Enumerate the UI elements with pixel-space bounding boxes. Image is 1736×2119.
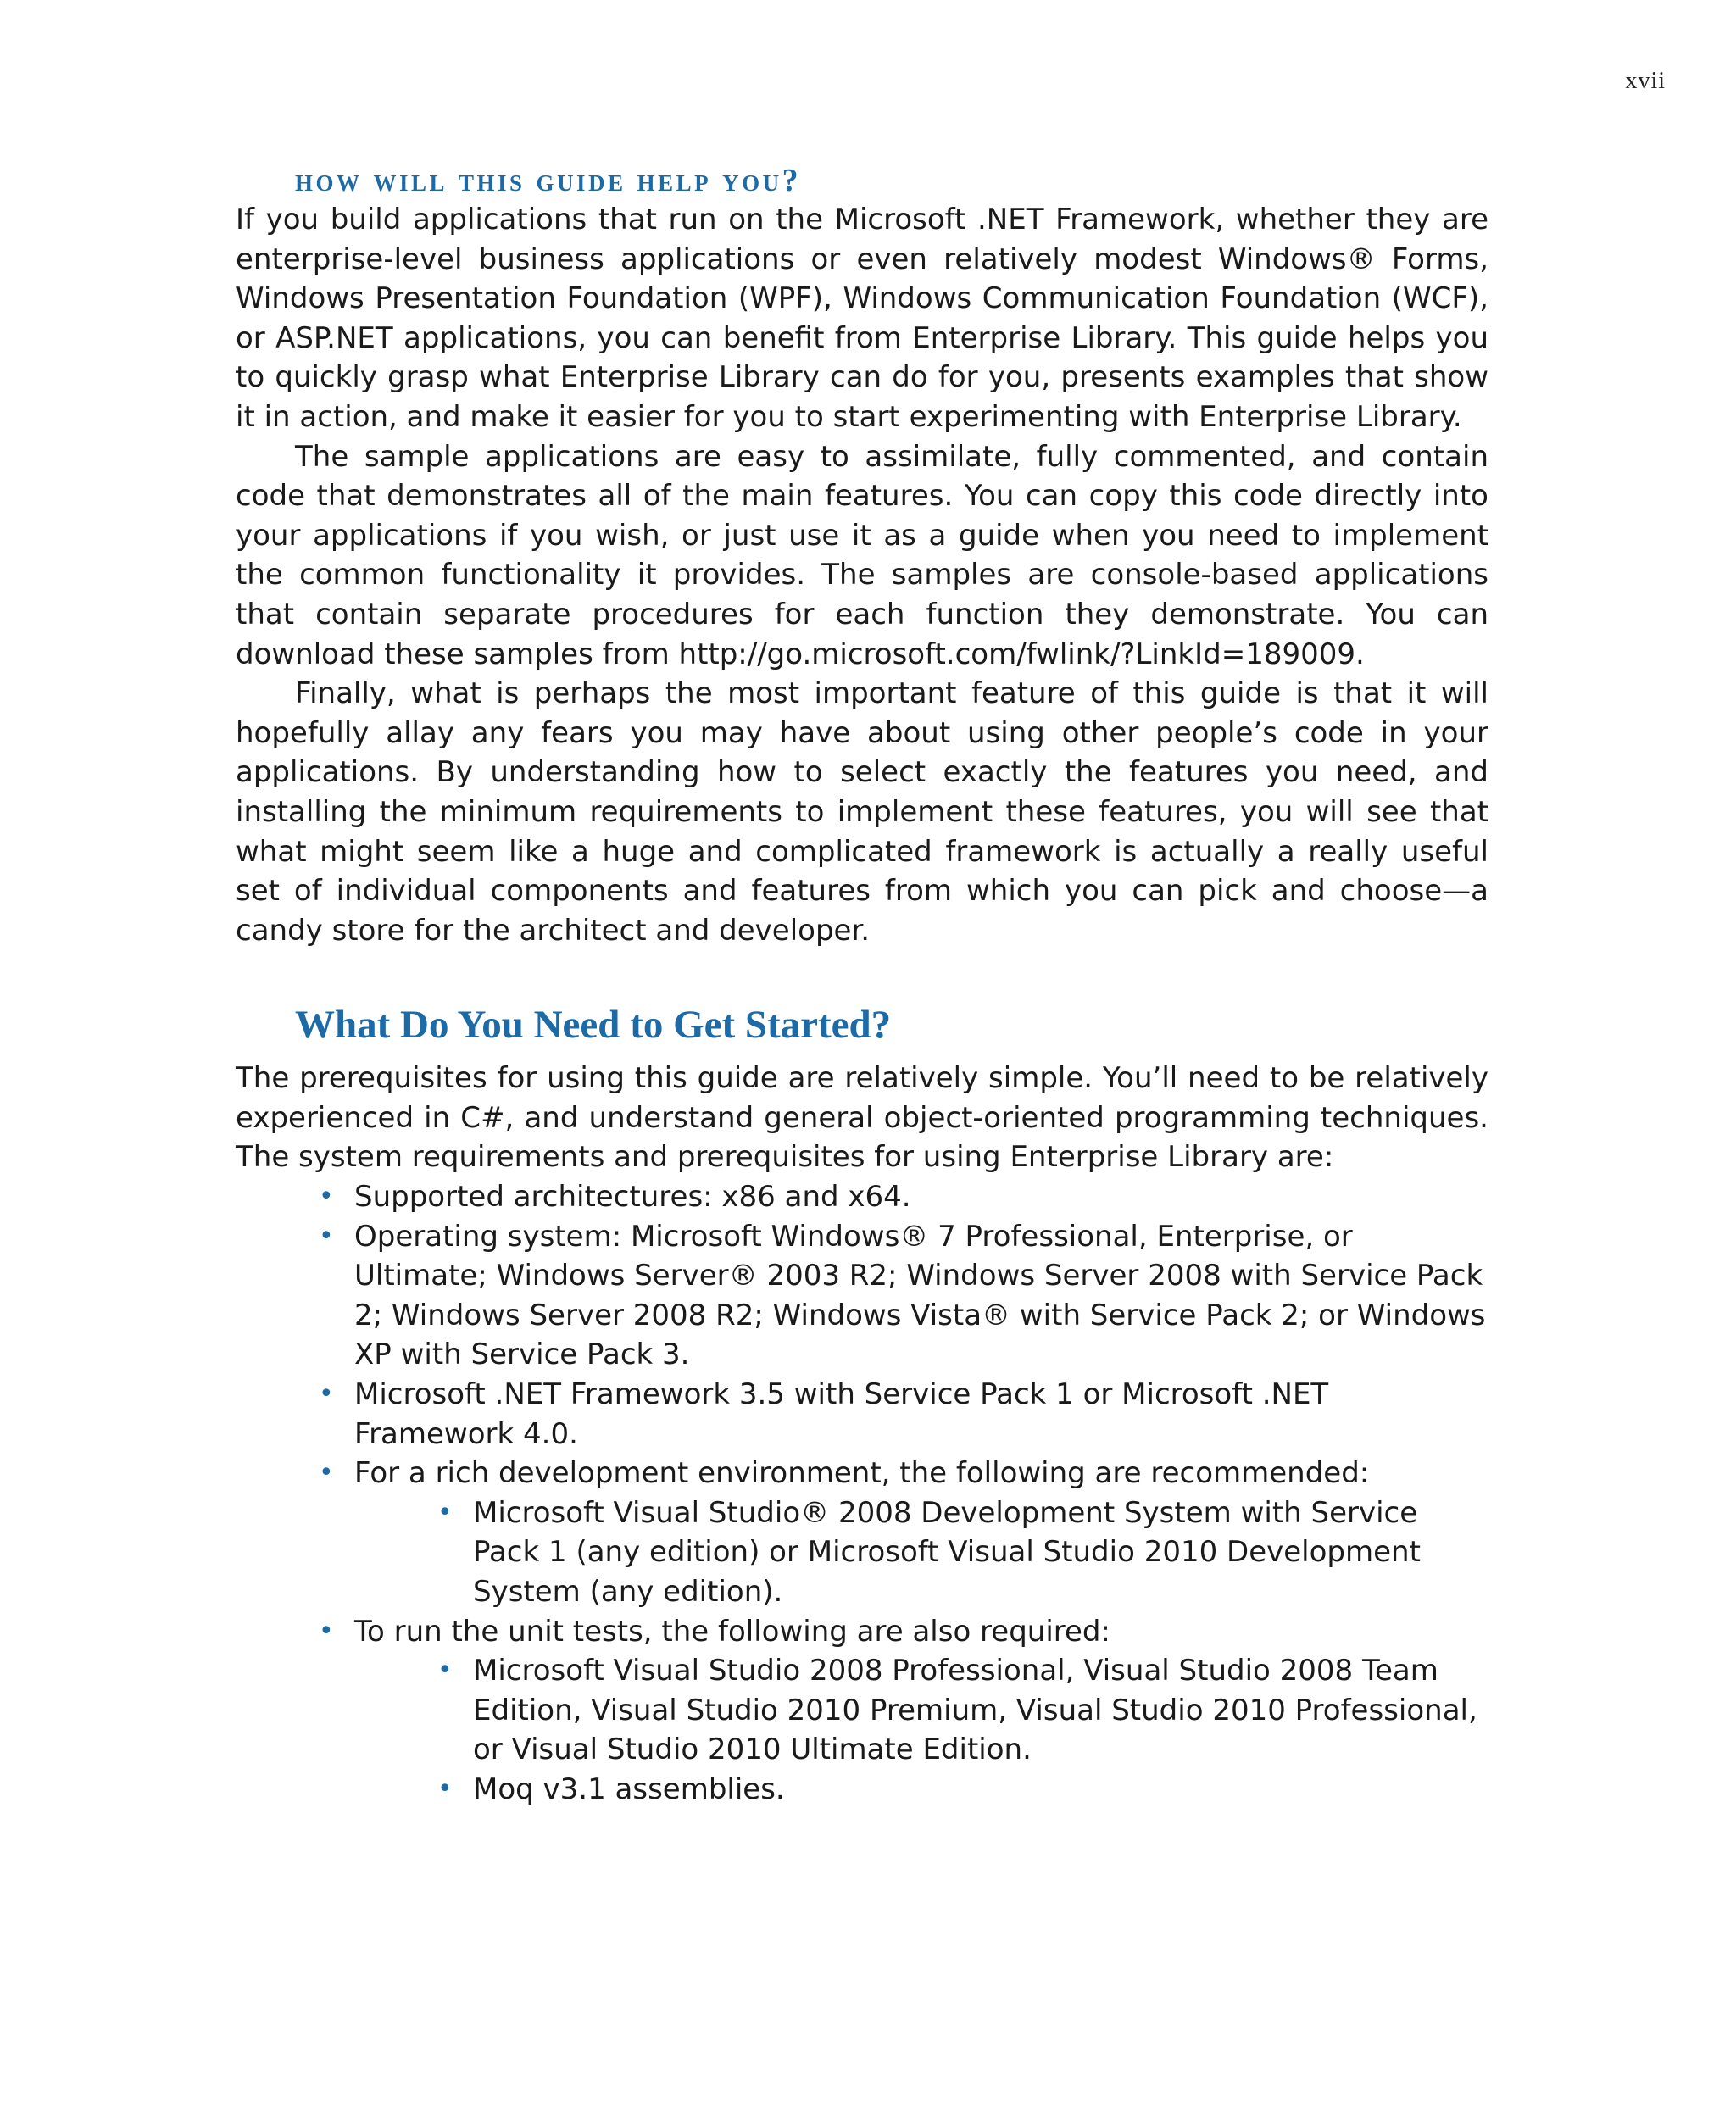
unit-tests-sublist [437,1651,1488,1809]
sub-list-item-text: Microsoft Visual Studio 2008 Professional, Visual Studio 2008 Team Edition, Visual Studio 2010 Premium, Visual Studio 2010 Professional, or Visual Studio 2010 Ultimate Edition. [473,1654,1477,1767]
paragraph-samples: The sample applications are easy to assimilate, fully commented, and contain code that demonstrates all of the main features. You can copy this code directly into your applications if you wish, or just use it as a guide when you need to implement the common functionality it provides. The samples are console-based applications that contain separate procedures for each function they demonstrate. You can download these samples from http://go.microsoft.com/fwlink/?LinkId=189009. [236,439,1488,671]
list-item-text: Microsoft .NET Framework 3.5 with Service Pack 1 or Microsoft .NET Framework 4.0. [354,1377,1329,1451]
bullet-icon: • [319,1182,334,1212]
list-item-text: Supported architectures: x86 and x64. [354,1180,911,1215]
page-number: xvii [1625,68,1666,94]
bullet-icon: • [437,1655,453,1686]
list-item [319,1177,1488,1217]
bullet-icon: • [319,1458,334,1488]
list-item-text: To run the unit tests, the following are also required: [354,1614,1110,1649]
bullet-icon: • [437,1497,453,1527]
bullet-icon: • [319,1616,334,1646]
sub-list-item [437,1493,1488,1612]
sub-list-item [437,1651,1488,1770]
sub-list-item-text: Microsoft Visual Studio® 2008 Development System with Service Pack 1 (any edition) or Microsoft Visual Studio 2010 Development System (any edition). [473,1495,1421,1609]
list-item [319,1612,1488,1810]
sub-list-item [437,1770,1488,1810]
requirements-list [319,1177,1488,1810]
section-heading-guide-help: how will this guide help you? [295,163,802,198]
paragraph-prerequisites: The prerequisites for using this guide are relatively simple. You’ll need to be relatively experienced in C#, and understand general object-oriented programming techniques. The system requirements and prerequisites for using Enterprise Library are: [236,1061,1488,1175]
list-item [319,1454,1488,1611]
bullet-icon: • [319,1379,334,1410]
page-content [236,161,1488,1810]
paragraph-finally: Finally, what is perhaps the most important feature of this guide is that it will hopefully allay any fears you may have about using other people’s code in your applications. By understanding how to select exactly the features you need, and installing the minimum requirements to implement these features, you will see that what might seem like a huge and complicated framework is actually a really useful set of individual components and features from which you can pick and choose—a candy store for the architect and developer. [236,676,1488,948]
list-item-text: For a rich development environment, the following are recommended: [354,1456,1370,1491]
paragraph-intro: If you build applications that run on the Microsoft .NET Framework, whether they are enterprise-level business applications or even relatively modest Windows® Forms, Windows Presentation Foundation (WPF), Windows Communication Foundation (WCF), or ASP.NET applications, you can benefit from Enterprise Library. This guide helps you to quickly grasp what Enterprise Library can do for you, presents examples that show it in action, and make it easier for you to start experimenting with Enterprise Library. [236,203,1488,434]
dev-environment-sublist [437,1493,1488,1612]
section-heading-get-started: What Do You Need to Get Started? [295,1003,892,1048]
list-item [319,1217,1488,1375]
list-item-text: Operating system: Microsoft Windows® 7 Professional, Enterprise, or Ultimate; Windows Server® 2003 R2; Windows Server 2008 with Service Pack 2; Windows Server 2008 R2; Windows Vista® with Service Pack 2; or Windows XP with Service Pack 3. [354,1219,1486,1372]
sub-list-item-text: Moq v3.1 assemblies. [473,1771,785,1806]
bullet-icon: • [437,1773,453,1804]
bullet-icon: • [319,1221,334,1251]
list-item [319,1375,1488,1454]
